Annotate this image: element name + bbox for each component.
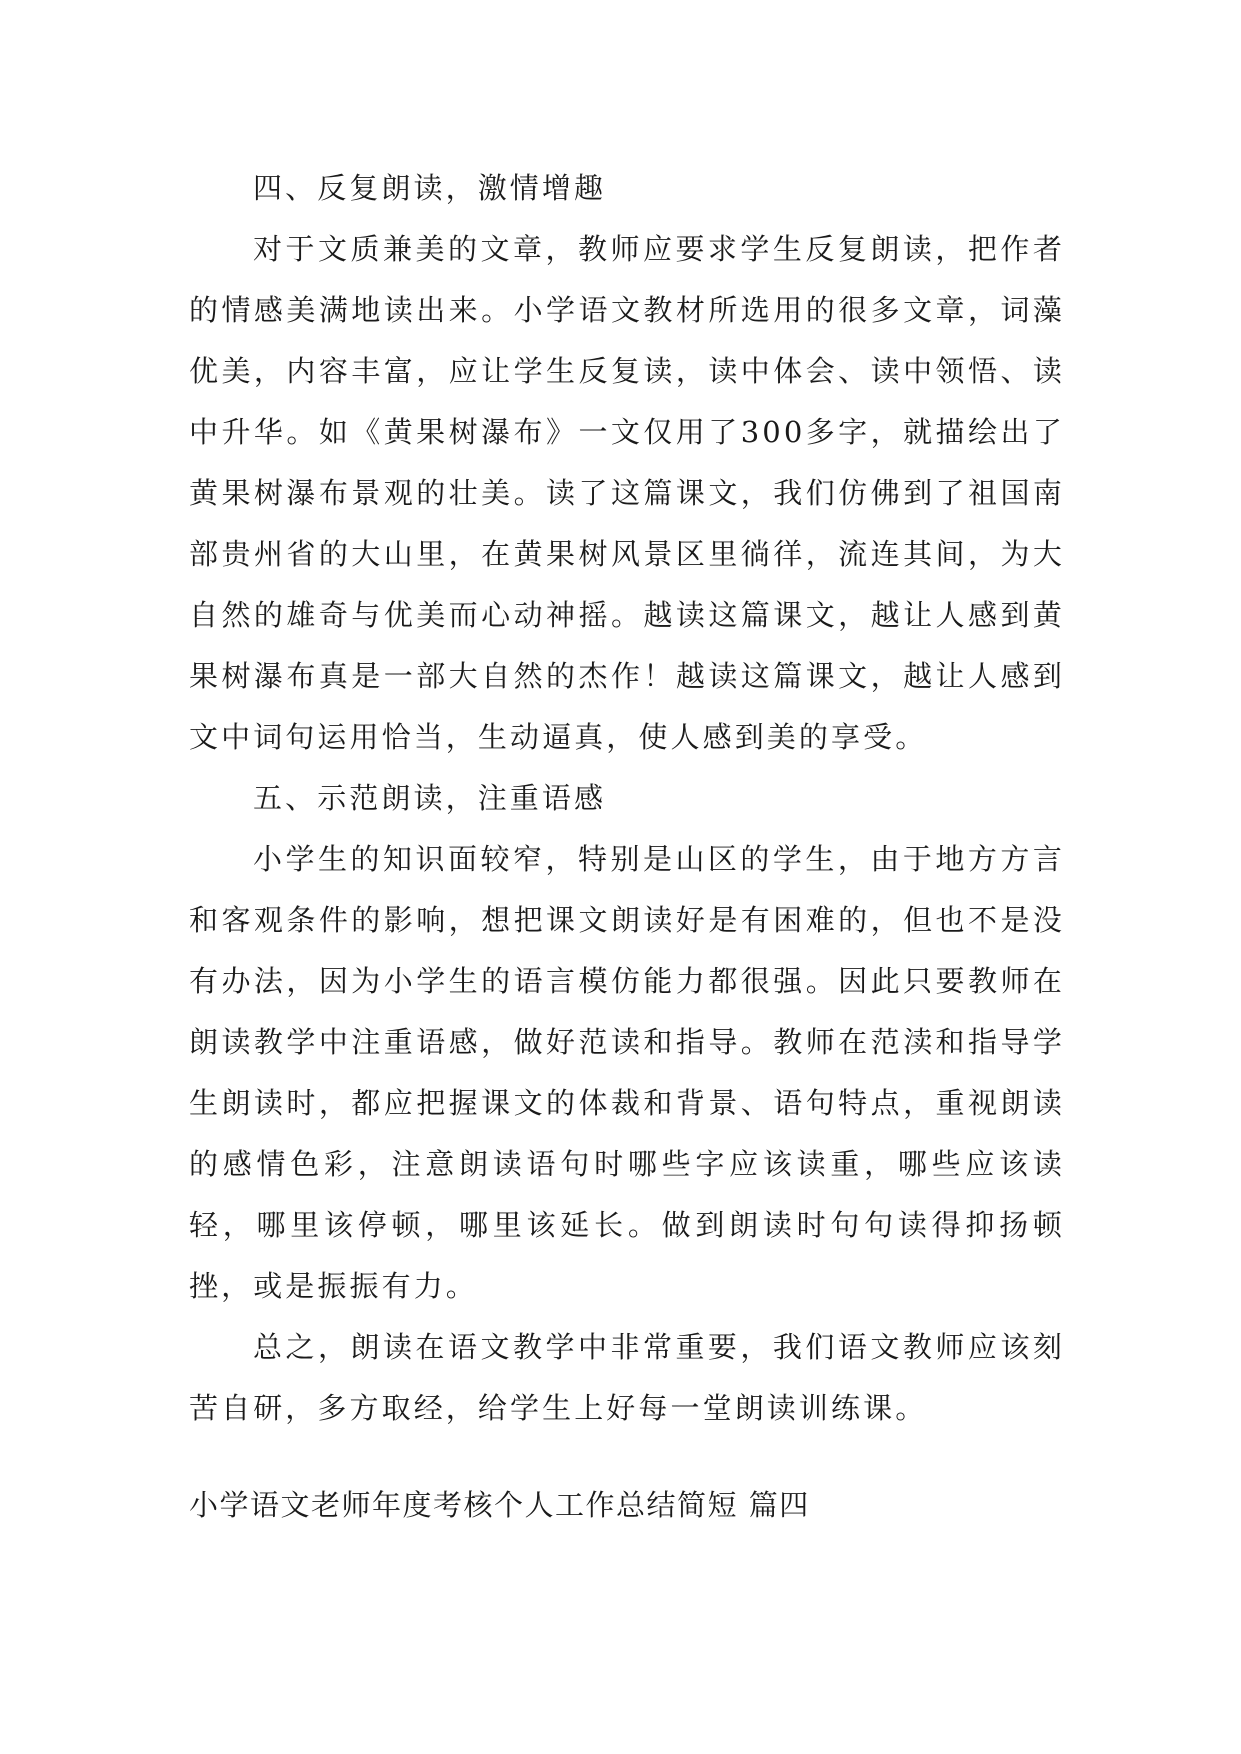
paragraph-repeated-reading: 对于文质兼美的文章，教师应要求学生反复朗读，把作者的情感美满地读出来。小学语文教材所选用的很多文章，词藻优美，内容丰富，应让学生反复读，读中体会、读中领悟、读中升华。如《黄果树瀑布》一文仅用了300多字，就描绘出了黄果树瀑布景观的壮美。读了这篇课文，我们仿佛到了祖国南部贵州省的大山里，在黄果树风景区里徜徉，流连其间，为大自然的雄奇与优美而心动神摇。越读这篇课文，越让人感到黄果树瀑布真是一部大自然的杰作！越读这篇课文，越让人感到文中词句运用恰当，生动逼真，使人感到美的享受。 (189, 232, 1065, 754)
heading-section-five: 五、示范朗读，注重语感 (253, 781, 607, 815)
paragraph-conclusion: 总之，朗读在语文教学中非常重要，我们语文教师应该刻苦自研，多方取经，给学生上好每一堂朗读训练课。 (189, 1330, 1065, 1425)
paragraph-model-reading: 小学生的知识面较窄，特别是山区的学生，由于地方方言和客观条件的影响，想把课文朗读好是有困难的，但也不是没有办法，因为小学生的语言模仿能力都很强。因此只要教师在朗读教学中注重语感，做好范读和指导。教师在范渎和指导学生朗读时，都应把握课文的体裁和背景、语句特点，重视朗读的感情色彩，注意朗读语句时哪些字应该读重，哪些应该读轻，哪里该停顿，哪里该延长。做到朗读时句句读得抑扬顿挫，或是振振有力。 (189, 842, 1065, 1303)
next-section-title: 小学语文老师年度考核个人工作总结简短 篇四 (189, 1488, 810, 1522)
document-body (189, 158, 1065, 1439)
heading-section-four: 四、反复朗读，激情增趣 (253, 171, 607, 205)
